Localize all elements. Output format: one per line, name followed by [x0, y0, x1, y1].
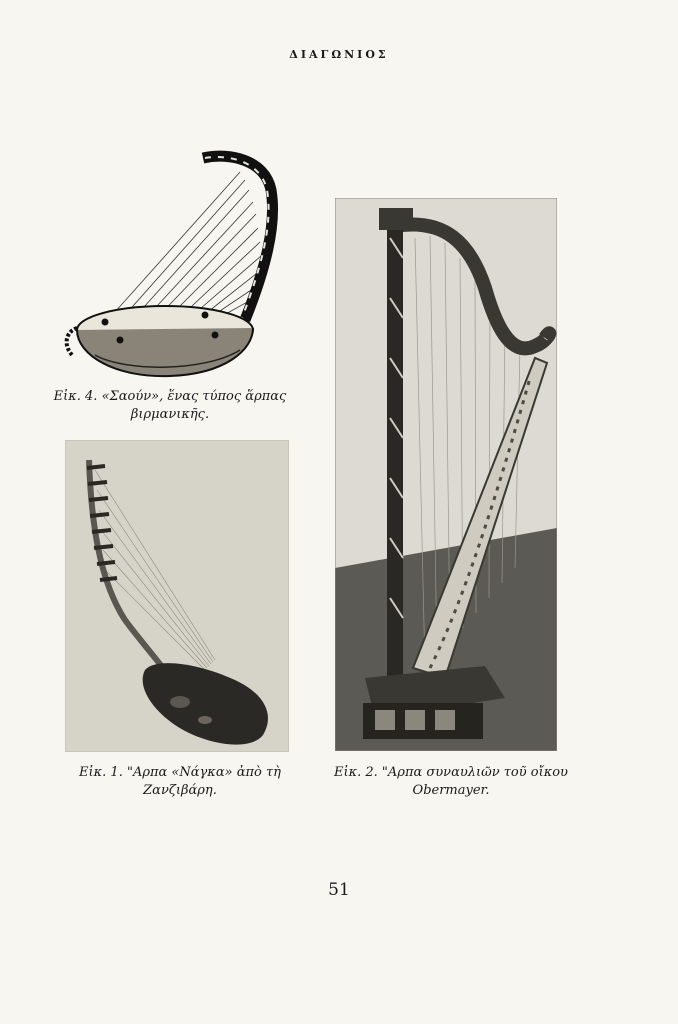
figure-4-saung-harp	[55, 150, 285, 382]
figure-2-caption-line2: Obermayer.	[412, 783, 490, 798]
figure-2-concert-harp-photo	[335, 198, 557, 751]
figure-1-nagka-harp-photo	[65, 440, 289, 752]
running-head: ΔΙΑΓΩΝΙΟΣ	[289, 48, 389, 61]
page-number: 51	[328, 880, 350, 900]
saung-harp-drawing	[55, 150, 285, 382]
nagka-harp-photo	[65, 440, 289, 752]
concert-harp-photo	[335, 198, 557, 751]
figure-4-caption-line1: Εἰκ. 4. «Σαούν», ἕνας τύπος ἅρπας	[53, 389, 287, 404]
figure-2-caption	[326, 764, 576, 800]
figure-1-caption	[55, 764, 305, 800]
figure-4-caption	[40, 388, 300, 424]
figure-1-caption-line1: Εἰκ. 1. "Αρπα «Νάγκα» ἀπὸ τὴ	[79, 765, 281, 780]
figure-4-caption-line2: βιρμανικῆς.	[130, 407, 210, 422]
figure-2-caption-line1: Εἰκ. 2. "Αρπα συναυλιῶν τοῦ οἴκου	[334, 765, 568, 780]
figure-1-caption-line2: Ζανζιβάρη.	[143, 783, 217, 798]
